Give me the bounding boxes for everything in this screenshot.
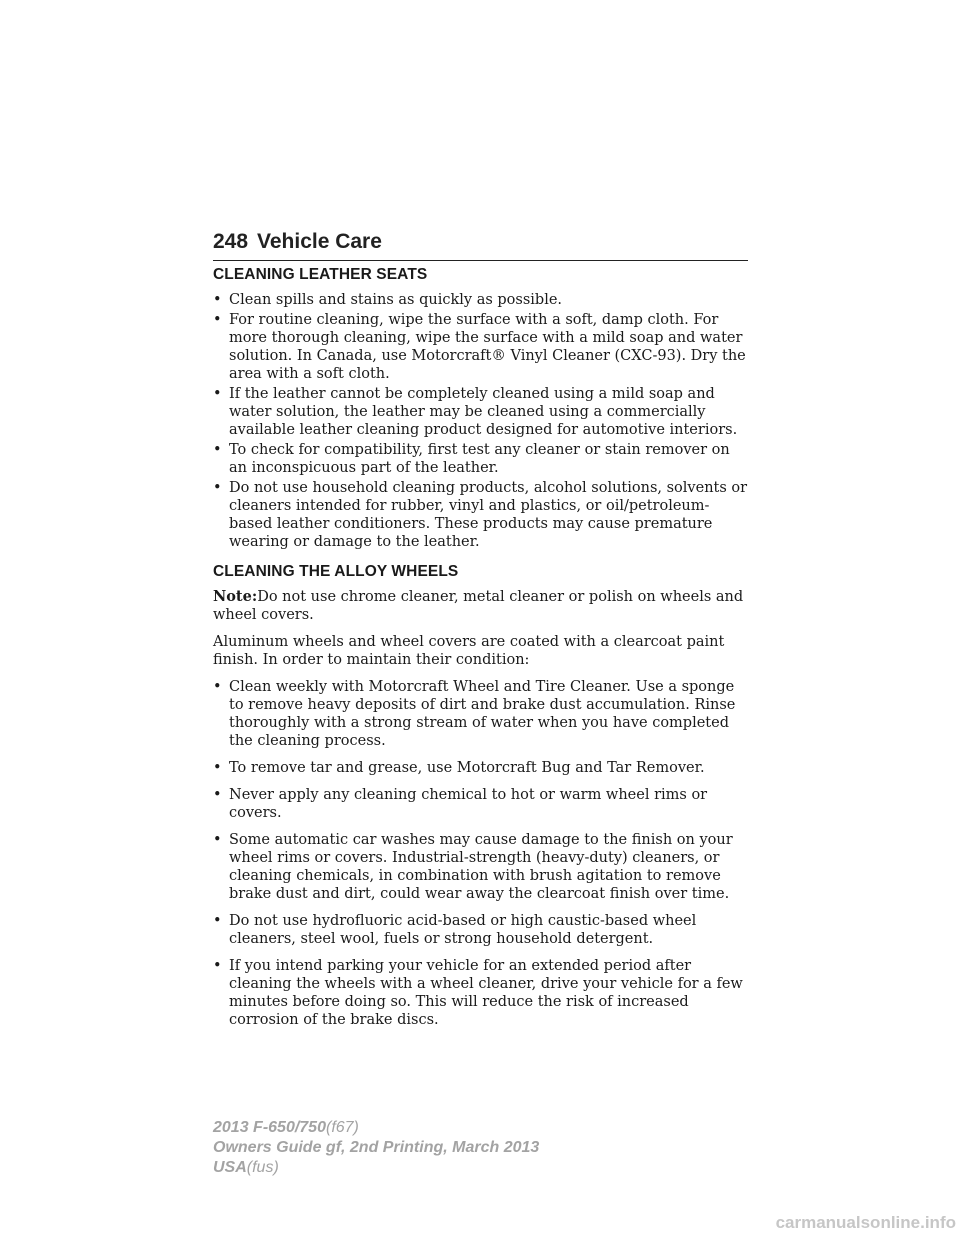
list-item-text: If you intend parking your vehicle for an extended period after cleaning the wheels with a wheel cleaner, drive your vehicle for a few minutes before doing so. This will reduce the risk of increased corrosion of the brake discs.: [229, 958, 743, 1028]
list-item-text: Never apply any cleaning chemical to hot or warm wheel rims or covers.: [229, 787, 708, 821]
list-item-text: If the leather cannot be completely cleaned using a mild soap and water solution, the leather may be cleaned using a commercially available leather cleaning product designed for automotive interiors.: [229, 386, 738, 438]
list-item: [213, 786, 748, 822]
chapter-title: Vehicle Care: [257, 230, 382, 253]
list-item: [213, 759, 748, 777]
list-item-text: For routine cleaning, wipe the surface with a soft, damp cloth. For more thorough cleaning, wipe the surface with a mild soap and water solution. In Canada, use Motorcraft® Vinyl Cleaner (CXC-93). Dry the area with a soft cloth.: [229, 312, 746, 382]
bullet-icon: •: [213, 913, 222, 929]
footer-region: USA: [213, 1159, 247, 1176]
list-item: [213, 441, 748, 477]
page-number: 248: [213, 230, 249, 253]
bullet-icon: •: [213, 679, 222, 695]
section-heading-leather-seats: CLEANING LEATHER SEATS: [213, 266, 428, 283]
bullet-icon: •: [213, 787, 222, 803]
footer-model-code: (f67): [325, 1119, 359, 1136]
note-label: Note:: [213, 588, 258, 605]
section-heading-alloy-wheels: CLEANING THE ALLOY WHEELS: [213, 563, 459, 580]
bullet-icon: •: [213, 442, 222, 458]
page-content: [213, 266, 748, 1038]
bullet-icon: •: [213, 312, 222, 328]
footer-line-model: [213, 1118, 539, 1138]
list-item: [213, 311, 748, 383]
list-item: [213, 678, 748, 750]
footer-region-code: (fus): [246, 1159, 279, 1176]
list-item: [213, 385, 748, 439]
list-item: [213, 912, 748, 948]
document-footer: [213, 1118, 539, 1178]
list-item: [213, 291, 748, 309]
list-item-text: Do not use household cleaning products, alcohol solutions, solvents or cleaners intended for rubber, vinyl and plastics, or oil/petroleum-based leather conditioners. These products may cause premature wearing or damage to the leather.: [229, 480, 748, 550]
footer-line-guide: Owners Guide gf, 2nd Printing, March 2013: [213, 1139, 540, 1156]
bullet-icon: •: [213, 386, 222, 402]
footer-line-region: [213, 1158, 539, 1178]
list-item-text: Some automatic car washes may cause damage to the finish on your wheel rims or covers. Industrial-strength (heavy-duty) cleaners, or cleaning chemicals, in combination with brush agitation to remove brake dust and dirt, could wear away the clearcoat finish over time.: [229, 832, 733, 902]
bullet-icon: •: [213, 292, 222, 308]
bullet-icon: •: [213, 832, 222, 848]
leather-seats-list: [213, 291, 748, 551]
watermark: carmanualsonline.info: [775, 1213, 956, 1232]
note-text: Do not use chrome cleaner, metal cleaner or polish on wheels and wheel covers.: [213, 589, 744, 623]
footer-model: 2013 F-650/750: [213, 1119, 326, 1136]
list-item: [213, 831, 748, 903]
list-item-text: To remove tar and grease, use Motorcraft Bug and Tar Remover.: [229, 760, 705, 776]
list-item-text: Clean weekly with Motorcraft Wheel and Tire Cleaner. Use a sponge to remove heavy deposits of dirt and brake dust accumulation. Rinse thoroughly with a strong stream of water when you have completed the cleaning process.: [229, 679, 736, 749]
page-header: [213, 226, 748, 261]
bullet-icon: •: [213, 760, 222, 776]
note-paragraph: [213, 588, 748, 624]
list-item: [213, 957, 748, 1029]
list-item: [213, 479, 748, 551]
list-item-text: Do not use hydrofluoric acid-based or high caustic-based wheel cleaners, steel wool, fuels or strong household detergent.: [229, 913, 697, 947]
intro-paragraph: Aluminum wheels and wheel covers are coated with a clearcoat paint finish. In order to maintain their condition:: [213, 634, 725, 668]
bullet-icon: •: [213, 480, 222, 496]
bullet-icon: •: [213, 958, 222, 974]
list-item-text: Clean spills and stains as quickly as possible.: [229, 292, 563, 308]
list-item-text: To check for compatibility, first test any cleaner or stain remover on an inconspicuous part of the leather.: [229, 442, 730, 476]
alloy-wheels-list: [213, 678, 748, 1029]
